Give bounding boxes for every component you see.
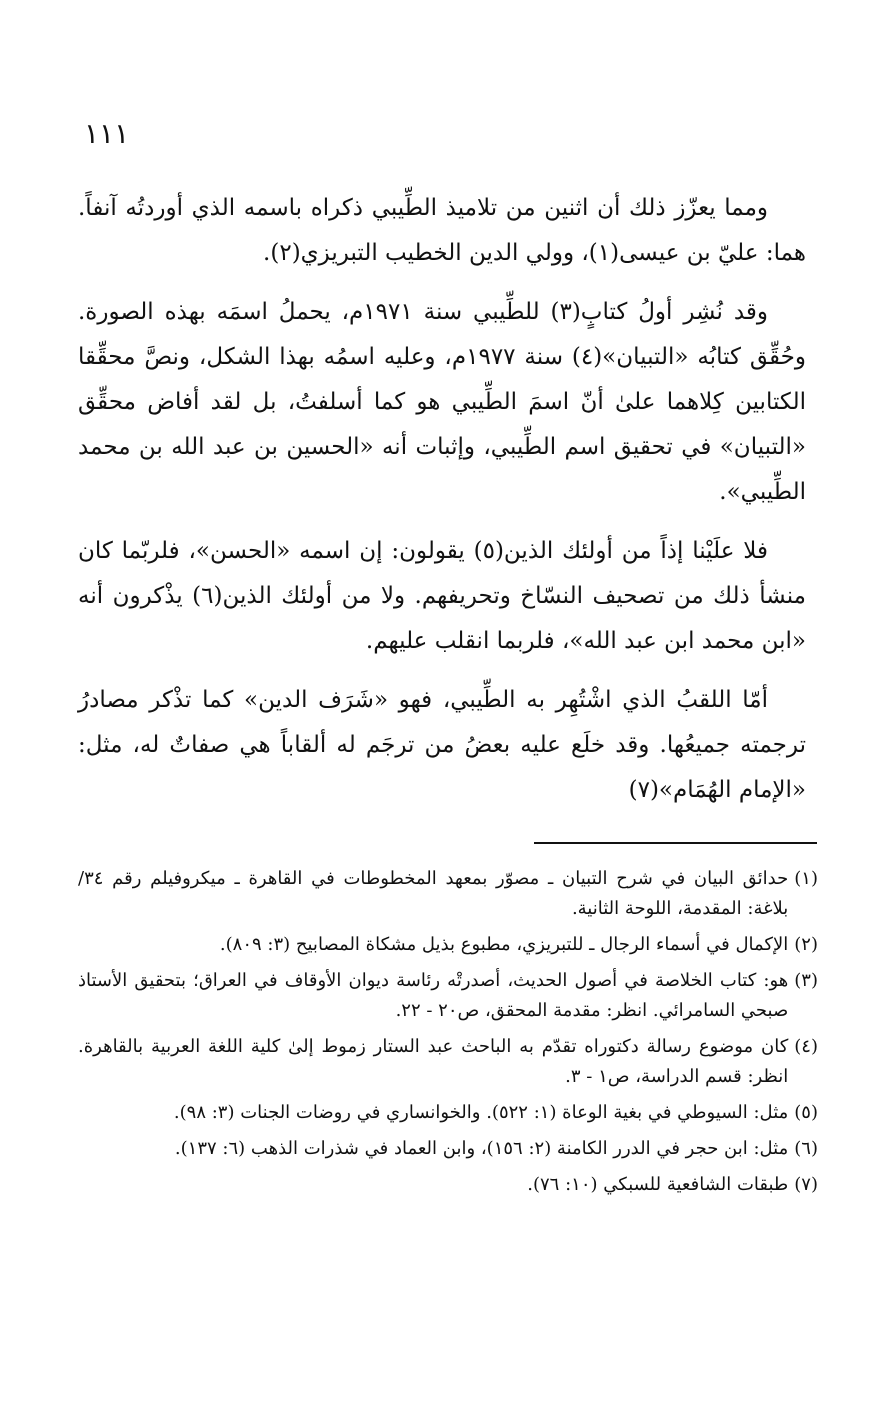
page-number: ١١١ — [84, 117, 130, 150]
footnote-number: (٧) — [794, 1174, 818, 1195]
footnote-7 — [78, 1170, 818, 1200]
main-text — [78, 186, 806, 827]
footnote-1 — [78, 864, 818, 924]
footnote-number: (٣) — [794, 970, 818, 991]
footnote-number: (٦) — [794, 1138, 818, 1159]
footnote-5 — [78, 1098, 818, 1128]
footnote-text: طبقات الشافعية للسبكي (١٠: ٧٦). — [527, 1174, 789, 1195]
footnote-number: (٤) — [794, 1036, 818, 1057]
footnote-number: (٥) — [794, 1102, 818, 1123]
footnote-divider — [534, 842, 817, 844]
footnote-text: مثل: السيوطي في بغية الوعاة (١: ٥٢٢). والخوانساري في روضات الجنات (٣: ٩٨). — [173, 1102, 789, 1123]
footnote-number: (١) — [794, 868, 818, 889]
footnote-2 — [78, 930, 818, 960]
footnote-text: حدائق البيان في شرح التبيان ـ مصوّر بمعهد المخطوطات في القاهرة ـ ميكروفيلم رقم ٣٤/ بلاغة: المقدمة، اللوحة الثانية. — [78, 868, 789, 919]
footnote-3 — [78, 966, 818, 1026]
paragraph-4: أمّا اللقبُ الذي اشْتُهِر به الطِّيبي، فهو «شَرَف الدين» كما تذْكر مصادرُ ترجمته جميعُها. وقد خلَع عليه بعضُ من ترجَم له ألقاباً هي صفاتٌ له، مثل: «الإمام الهُمَام»(٧) — [78, 687, 806, 803]
paragraph-3: فلا علَيْنا إذاً من أولئك الذين(٥) يقولون: إن اسمه «الحسن»، فلربّما كان منشأ ذلك من تصحيف النسّاخ وتحريفهم. ولا من أولئك الذين(٦) يذْكرون أنه «ابن محمد ابن عبد الله»، فلربما انقلب عليهم. — [78, 538, 806, 654]
footnote-text: مثل: ابن حجر في الدرر الكامنة (٢: ١٥٦)، وابن العماد في شذرات الذهب (٦: ١٣٧). — [174, 1138, 789, 1159]
footnote-text: الإكمال في أسماء الرجال ـ للتبريزي، مطبوع بذيل مشكاة المصابيح (٣: ٨٠٩). — [219, 934, 789, 955]
footnote-4 — [78, 1032, 818, 1092]
footnote-text: كان موضوع رسالة دكتوراه تقدّم به الباحث عبد الستار زموط إلىٰ كلية اللغة العربية بالقاهرة. انظر: قسم الدراسة، ص١ - ٣. — [78, 1036, 789, 1087]
footnote-6 — [78, 1134, 818, 1164]
footnote-text: هو: كتاب الخلاصة في أصول الحديث، أصدرتْه رئاسة ديوان الأوقاف في العراق؛ بتحقيق الأستاذ صبحي السامرائي. انظر: مقدمة المحقق، ص٢٠ - ٢٢. — [78, 970, 789, 1021]
paragraph-2: وقد نُشِر أولُ كتابٍ(٣) للطِّيبي سنة ١٩٧١م، يحملُ اسمَه بهذه الصورة. وحُقِّق كتابُه «التبيان»(٤) سنة ١٩٧٧م، وعليه اسمُه بهذا الشكل، ونصَّ محقِّقا الكتابين كِلاهما علىٰ أنّ اسمَ الطِّيبي هو كما أسلفتُ، بل لقد أفاض محقِّق «التبيان» في تحقيق اسم الطِّيبي، وإثبات أنه «الحسين بن عبد الله بن محمد الطِّيبي». — [78, 299, 806, 505]
footnotes — [78, 864, 818, 1206]
paragraph-1: ومما يعزّز ذلك أن اثنين من تلاميذ الطِّيبي ذكراه باسمه الذي أوردتُه آنفاً. هما: عليّ بن عيسى(١)، وولي الدين الخطيب التبريزي(٢). — [78, 195, 806, 266]
footnote-number: (٢) — [794, 934, 818, 955]
